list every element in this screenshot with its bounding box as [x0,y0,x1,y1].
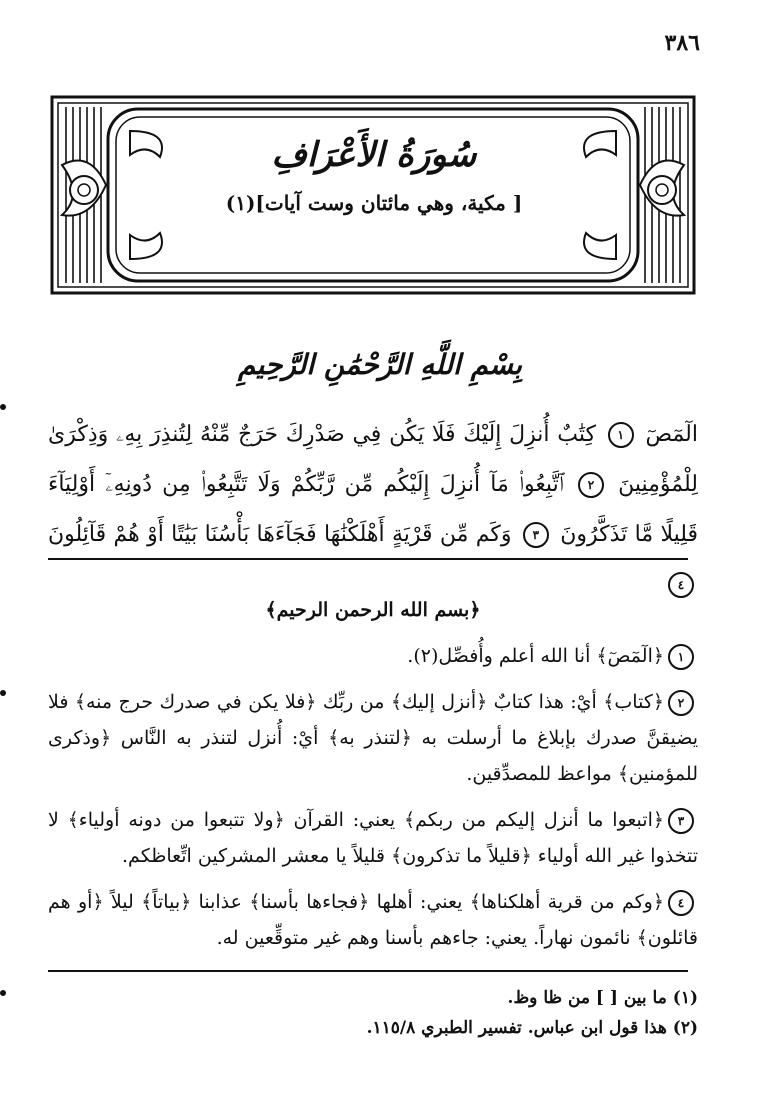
tafsir-verse-3: ٣﴿اتبعوا ما أنزل إليكم من ربكم﴾ يعني: القرآن ﴿ولا تتبعوا من دونه أولياء﴾ لا تتخذوا غير الله أولياء ﴿قليلاً ما تذكرون﴾ قليلاً يا معشر المشركين اتِّعاظكم. [48,809,698,867]
verse-1-text: الٓمٓصٓ [645,422,698,447]
section-divider [48,558,688,560]
sura-subtitle: [ مكية، وهي مائتان وست آيات](١) [225,191,523,215]
footnote-divider [48,970,688,972]
sura-title: سُورَةُ الأَعْرَافِ [271,135,477,175]
tafsir-verse-1: ١﴿الٓمٓصٓ﴾ أنا الله أعلم وأُفصِّل(٢). [48,638,698,674]
verse-2-text: كِتَٰبٌ أُنزِلَ إِلَيْكَ فَلَا يَكُن فِي صَدْرِكَ حَرَجٌ مِّنْهُ لِتُنذِرَ بِهِۦ وَذِكْرَىٰ لِلْمُؤْمِنِينَ [48,422,698,497]
verse-marker-3: ٣ [668,808,694,834]
verse-marker-4: ٤ [668,572,694,598]
tafsir-commentary [48,592,698,966]
tafsir-verse-4: ٤﴿وكم من قرية أهلكناها﴾ يعني: أهلها ﴿فجاءها بأسنا﴾ عذابنا ﴿بياتاً﴾ ليلاً ﴿أو هم قائلون﴾ نائمون نهاراً. يعني: جاءهم بأسنا وهم غير متوقِّعين له. [48,891,698,949]
footnote-2: (٢) هذا قول ابن عباس. تفسير الطبري ١١٥/٨. [366,1018,698,1038]
verse-marker-1: ١ [668,644,694,670]
verse-4-text: وَكَم مِّن قَرْيَةٍ أَهْلَكْنَٰهَا فَجَآءَهَا بَأْسُنَا بَيَٰتًا أَوْ هُمْ قَآئِلُونَ [48,522,512,547]
scan-mark [0,990,6,996]
sura-header [150,127,598,267]
tafsir-basmala: ﴿بسم الله الرحمن الرحيم﴾ [265,599,481,621]
verse-marker-1: ١ [608,422,634,448]
verse-marker-2: ٢ [578,472,604,498]
verse-marker-3: ٣ [523,522,549,548]
footnote-1: (١) ما بين [ ] من ظا وظ. [507,988,698,1008]
verse-3-text: ٱتَّبِعُوا۟ مَآ أُنزِلَ إِلَيْكُم مِّن رَّبِّكُمْ وَلَا تَتَّبِعُوا۟ مِن دُونِهِۦٓ أَوْلِيَآءَ قَلِيلًا مَّا تَذَكَّرُونَ [48,472,699,547]
verse-marker-2: ٢ [668,690,694,716]
basmala-calligraphy: بِسْمِ اللَّهِ الرَّحْمَٰنِ الرَّحِيمِ [238,348,522,381]
scan-mark [0,690,6,696]
page-number: ٣٨٦ [664,30,700,56]
quran-text [48,410,698,610]
scan-mark [0,404,6,410]
tafsir-verse-2: ٢﴿كتاب﴾ أيْ: هذا كتابٌ ﴿أنزل إليك﴾ من ربِّك ﴿فلا يكن في صدرك حرج منه﴾ فلا يضيقنَّ صدرك بإبلاغ ما أرسلت به ﴿لتنذر به﴾ أيْ: أُنزل لتنذر به النَّاس ﴿وذكرى للمؤمنين﴾ مواعظ للمصدِّقين. [48,691,698,785]
verse-marker-4: ٤ [668,890,694,916]
